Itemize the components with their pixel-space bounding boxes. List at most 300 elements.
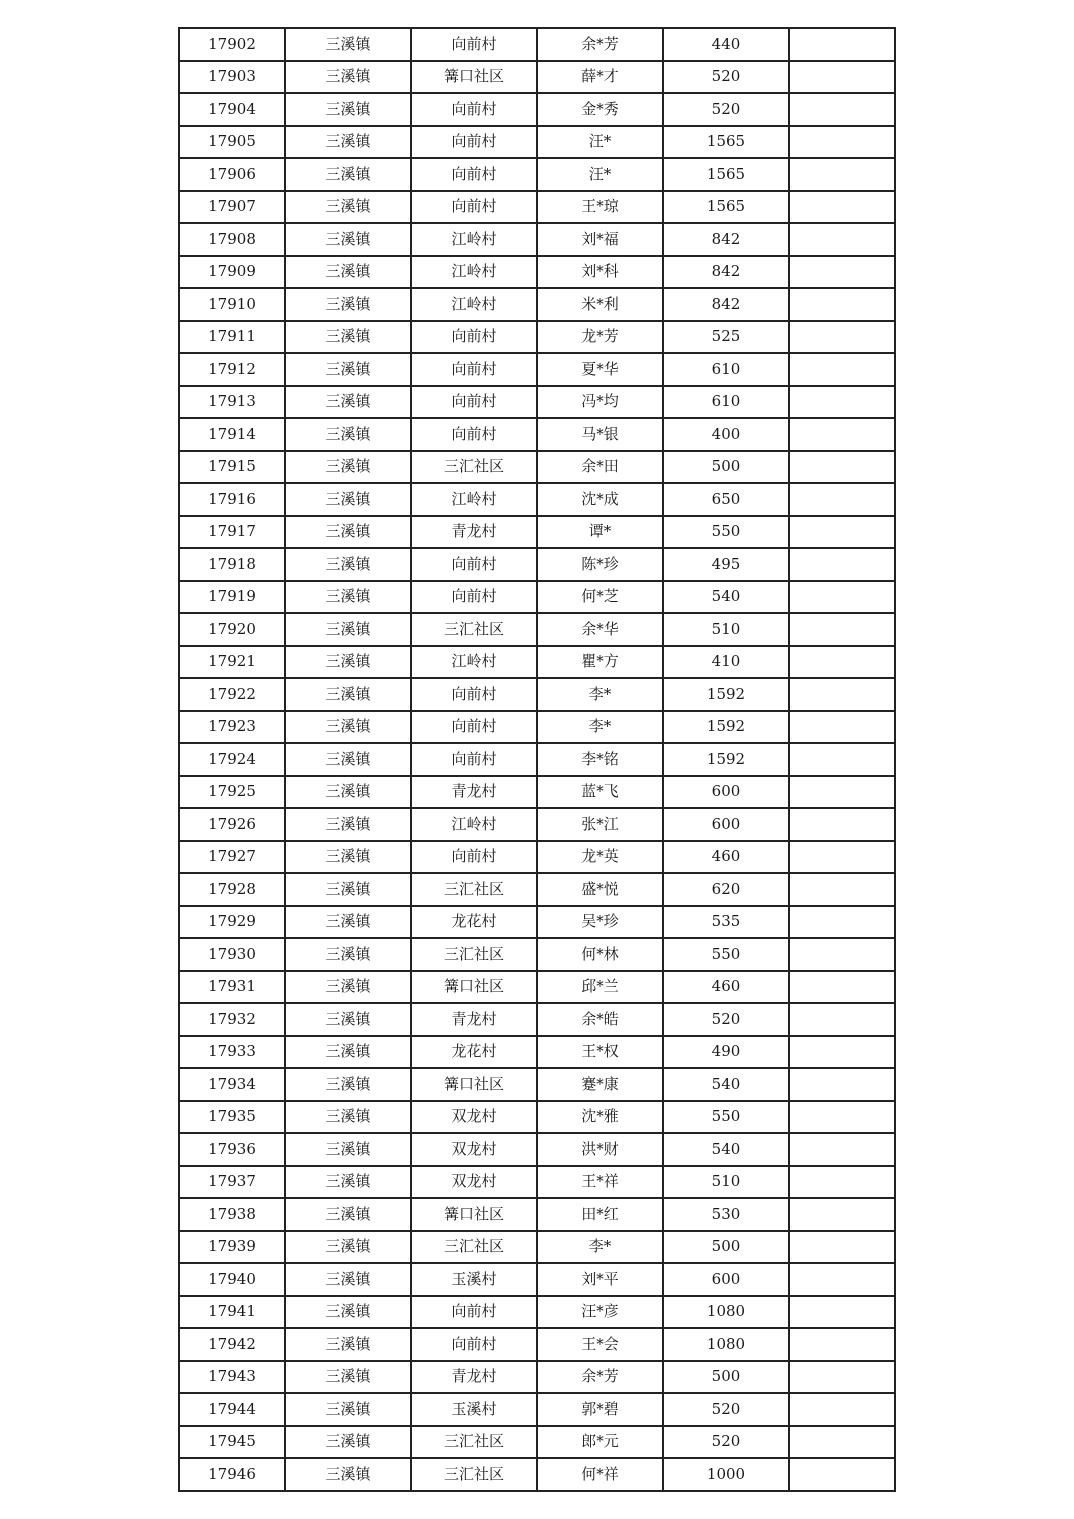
row-number-cell: 17907 [179,191,285,224]
amount-cell: 1592 [663,711,789,744]
remark-cell [789,1426,895,1459]
amount-cell: 540 [663,1133,789,1166]
name-cell: 何*祥 [537,1458,663,1491]
town-cell: 三溪镇 [285,646,411,679]
town-cell: 三溪镇 [285,1393,411,1426]
remark-cell [789,938,895,971]
row-number-cell: 17937 [179,1166,285,1199]
name-cell: 陈*珍 [537,548,663,581]
village-cell: 向前村 [411,548,537,581]
remark-cell [789,1003,895,1036]
remark-cell [789,581,895,614]
table-row [179,841,895,874]
town-cell: 三溪镇 [285,1003,411,1036]
amount-cell: 490 [663,1036,789,1069]
town-cell: 三溪镇 [285,743,411,776]
amount-cell: 495 [663,548,789,581]
village-cell: 三汇社区 [411,873,537,906]
amount-cell: 400 [663,418,789,451]
row-number-cell: 17931 [179,971,285,1004]
remark-cell [789,386,895,419]
name-cell: 何*林 [537,938,663,971]
table-row [179,906,895,939]
row-number-cell: 17943 [179,1361,285,1394]
remark-cell [789,1101,895,1134]
row-number-cell: 17921 [179,646,285,679]
remark-cell [789,1231,895,1264]
name-cell: 田*红 [537,1198,663,1231]
village-cell: 向前村 [411,678,537,711]
amount-cell: 520 [663,61,789,94]
town-cell: 三溪镇 [285,808,411,841]
roster-sheet [178,27,894,1492]
table-row [179,613,895,646]
town-cell: 三溪镇 [285,1231,411,1264]
town-cell: 三溪镇 [285,776,411,809]
row-number-cell: 17904 [179,93,285,126]
table-row [179,126,895,159]
amount-cell: 540 [663,581,789,614]
name-cell: 汪*彦 [537,1296,663,1329]
table-row [179,386,895,419]
row-number-cell: 17940 [179,1263,285,1296]
row-number-cell: 17920 [179,613,285,646]
remark-cell [789,256,895,289]
remark-cell [789,223,895,256]
village-cell: 向前村 [411,191,537,224]
table-row [179,1263,895,1296]
name-cell: 汪* [537,126,663,159]
remark-cell [789,841,895,874]
roster-table [178,27,896,1492]
name-cell: 马*银 [537,418,663,451]
village-cell: 江岭村 [411,288,537,321]
remark-cell [789,1328,895,1361]
name-cell: 王*祥 [537,1166,663,1199]
amount-cell: 620 [663,873,789,906]
remark-cell [789,516,895,549]
name-cell: 余*皓 [537,1003,663,1036]
row-number-cell: 17917 [179,516,285,549]
row-number-cell: 17942 [179,1328,285,1361]
village-cell: 向前村 [411,28,537,61]
town-cell: 三溪镇 [285,516,411,549]
table-row [179,1296,895,1329]
village-cell: 三汇社区 [411,1231,537,1264]
town-cell: 三溪镇 [285,613,411,646]
village-cell: 青龙村 [411,776,537,809]
remark-cell [789,711,895,744]
village-cell: 向前村 [411,93,537,126]
row-number-cell: 17913 [179,386,285,419]
remark-cell [789,126,895,159]
amount-cell: 550 [663,1101,789,1134]
amount-cell: 842 [663,256,789,289]
amount-cell: 842 [663,223,789,256]
row-number-cell: 17902 [179,28,285,61]
town-cell: 三溪镇 [285,158,411,191]
row-number-cell: 17924 [179,743,285,776]
name-cell: 郭*碧 [537,1393,663,1426]
town-cell: 三溪镇 [285,418,411,451]
village-cell: 三汇社区 [411,1458,537,1491]
name-cell: 谭* [537,516,663,549]
name-cell: 余*田 [537,451,663,484]
town-cell: 三溪镇 [285,223,411,256]
remark-cell [789,678,895,711]
remark-cell [789,808,895,841]
remark-cell [789,61,895,94]
table-row [179,1426,895,1459]
village-cell: 向前村 [411,841,537,874]
amount-cell: 535 [663,906,789,939]
name-cell: 吴*珍 [537,906,663,939]
village-cell: 向前村 [411,353,537,386]
table-row [179,353,895,386]
town-cell: 三溪镇 [285,1361,411,1394]
name-cell: 薛*才 [537,61,663,94]
remark-cell [789,906,895,939]
remark-cell [789,288,895,321]
table-row [179,516,895,549]
name-cell: 瞿*方 [537,646,663,679]
name-cell: 蓝*飞 [537,776,663,809]
town-cell: 三溪镇 [285,1068,411,1101]
name-cell: 汪* [537,158,663,191]
town-cell: 三溪镇 [285,256,411,289]
town-cell: 三溪镇 [285,711,411,744]
name-cell: 刘*科 [537,256,663,289]
table-row [179,418,895,451]
name-cell: 王*琼 [537,191,663,224]
table-row [179,28,895,61]
remark-cell [789,1458,895,1491]
row-number-cell: 17933 [179,1036,285,1069]
amount-cell: 460 [663,971,789,1004]
amount-cell: 600 [663,776,789,809]
village-cell: 三汇社区 [411,1426,537,1459]
row-number-cell: 17915 [179,451,285,484]
row-number-cell: 17925 [179,776,285,809]
village-cell: 篝口社区 [411,1198,537,1231]
village-cell: 双龙村 [411,1101,537,1134]
remark-cell [789,321,895,354]
village-cell: 篝口社区 [411,1068,537,1101]
remark-cell [789,548,895,581]
row-number-cell: 17934 [179,1068,285,1101]
table-row [179,938,895,971]
remark-cell [789,158,895,191]
village-cell: 双龙村 [411,1133,537,1166]
table-row [179,1101,895,1134]
town-cell: 三溪镇 [285,93,411,126]
amount-cell: 1565 [663,158,789,191]
table-row [179,646,895,679]
town-cell: 三溪镇 [285,451,411,484]
remark-cell [789,873,895,906]
amount-cell: 842 [663,288,789,321]
name-cell: 李* [537,1231,663,1264]
town-cell: 三溪镇 [285,938,411,971]
row-number-cell: 17926 [179,808,285,841]
amount-cell: 610 [663,386,789,419]
table-row [179,1198,895,1231]
table-row [179,743,895,776]
row-number-cell: 17944 [179,1393,285,1426]
amount-cell: 1565 [663,191,789,224]
town-cell: 三溪镇 [285,288,411,321]
amount-cell: 1592 [663,678,789,711]
table-row [179,1166,895,1199]
amount-cell: 520 [663,1393,789,1426]
town-cell: 三溪镇 [285,581,411,614]
name-cell: 冯*均 [537,386,663,419]
table-row [179,61,895,94]
amount-cell: 530 [663,1198,789,1231]
table-row [179,191,895,224]
row-number-cell: 17932 [179,1003,285,1036]
town-cell: 三溪镇 [285,61,411,94]
name-cell: 余*芳 [537,28,663,61]
row-number-cell: 17923 [179,711,285,744]
roster-table-body [179,28,895,1491]
village-cell: 篝口社区 [411,61,537,94]
amount-cell: 550 [663,938,789,971]
amount-cell: 650 [663,483,789,516]
amount-cell: 410 [663,646,789,679]
town-cell: 三溪镇 [285,906,411,939]
remark-cell [789,1166,895,1199]
row-number-cell: 17938 [179,1198,285,1231]
row-number-cell: 17928 [179,873,285,906]
village-cell: 篝口社区 [411,971,537,1004]
row-number-cell: 17935 [179,1101,285,1134]
table-row [179,776,895,809]
amount-cell: 1592 [663,743,789,776]
table-row [179,93,895,126]
remark-cell [789,1198,895,1231]
row-number-cell: 17945 [179,1426,285,1459]
amount-cell: 610 [663,353,789,386]
town-cell: 三溪镇 [285,28,411,61]
town-cell: 三溪镇 [285,321,411,354]
town-cell: 三溪镇 [285,971,411,1004]
row-number-cell: 17911 [179,321,285,354]
town-cell: 三溪镇 [285,1296,411,1329]
table-row [179,1328,895,1361]
town-cell: 三溪镇 [285,873,411,906]
village-cell: 江岭村 [411,808,537,841]
row-number-cell: 17903 [179,61,285,94]
name-cell: 余*芳 [537,1361,663,1394]
village-cell: 向前村 [411,418,537,451]
remark-cell [789,418,895,451]
name-cell: 蹇*康 [537,1068,663,1101]
table-row [179,1133,895,1166]
village-cell: 青龙村 [411,1361,537,1394]
town-cell: 三溪镇 [285,1198,411,1231]
remark-cell [789,353,895,386]
name-cell: 龙*芳 [537,321,663,354]
amount-cell: 600 [663,808,789,841]
table-row [179,223,895,256]
amount-cell: 1000 [663,1458,789,1491]
row-number-cell: 17912 [179,353,285,386]
table-row [179,873,895,906]
town-cell: 三溪镇 [285,386,411,419]
row-number-cell: 17919 [179,581,285,614]
name-cell: 洪*财 [537,1133,663,1166]
amount-cell: 525 [663,321,789,354]
table-row [179,256,895,289]
amount-cell: 540 [663,1068,789,1101]
village-cell: 江岭村 [411,483,537,516]
village-cell: 向前村 [411,386,537,419]
town-cell: 三溪镇 [285,1101,411,1134]
table-row [179,711,895,744]
town-cell: 三溪镇 [285,1133,411,1166]
table-row [179,1036,895,1069]
amount-cell: 510 [663,1166,789,1199]
amount-cell: 460 [663,841,789,874]
row-number-cell: 17929 [179,906,285,939]
table-row [179,1003,895,1036]
name-cell: 米*利 [537,288,663,321]
row-number-cell: 17906 [179,158,285,191]
amount-cell: 550 [663,516,789,549]
village-cell: 向前村 [411,1296,537,1329]
name-cell: 盛*悦 [537,873,663,906]
remark-cell [789,613,895,646]
name-cell: 刘*平 [537,1263,663,1296]
village-cell: 青龙村 [411,516,537,549]
table-row [179,288,895,321]
name-cell: 刘*福 [537,223,663,256]
remark-cell [789,1296,895,1329]
remark-cell [789,1361,895,1394]
row-number-cell: 17941 [179,1296,285,1329]
remark-cell [789,776,895,809]
village-cell: 江岭村 [411,223,537,256]
town-cell: 三溪镇 [285,1263,411,1296]
village-cell: 玉溪村 [411,1393,537,1426]
name-cell: 邱*兰 [537,971,663,1004]
remark-cell [789,743,895,776]
town-cell: 三溪镇 [285,678,411,711]
village-cell: 三汇社区 [411,613,537,646]
village-cell: 江岭村 [411,646,537,679]
name-cell: 王*会 [537,1328,663,1361]
village-cell: 江岭村 [411,256,537,289]
table-row [179,581,895,614]
village-cell: 双龙村 [411,1166,537,1199]
remark-cell [789,646,895,679]
remark-cell [789,971,895,1004]
town-cell: 三溪镇 [285,1036,411,1069]
row-number-cell: 17916 [179,483,285,516]
name-cell: 李* [537,678,663,711]
name-cell: 余*华 [537,613,663,646]
name-cell: 龙*英 [537,841,663,874]
town-cell: 三溪镇 [285,548,411,581]
village-cell: 向前村 [411,321,537,354]
remark-cell [789,93,895,126]
amount-cell: 510 [663,613,789,646]
village-cell: 向前村 [411,711,537,744]
table-row [179,483,895,516]
table-row [179,451,895,484]
town-cell: 三溪镇 [285,483,411,516]
remark-cell [789,1068,895,1101]
row-number-cell: 17908 [179,223,285,256]
row-number-cell: 17905 [179,126,285,159]
table-row [179,548,895,581]
remark-cell [789,28,895,61]
table-row [179,971,895,1004]
table-row [179,1068,895,1101]
amount-cell: 1565 [663,126,789,159]
amount-cell: 1080 [663,1328,789,1361]
name-cell: 郎*元 [537,1426,663,1459]
town-cell: 三溪镇 [285,1328,411,1361]
amount-cell: 500 [663,451,789,484]
table-row [179,321,895,354]
amount-cell: 440 [663,28,789,61]
town-cell: 三溪镇 [285,353,411,386]
table-row [179,1393,895,1426]
village-cell: 向前村 [411,126,537,159]
name-cell: 金*秀 [537,93,663,126]
name-cell: 王*权 [537,1036,663,1069]
row-number-cell: 17910 [179,288,285,321]
table-row [179,808,895,841]
town-cell: 三溪镇 [285,126,411,159]
row-number-cell: 17930 [179,938,285,971]
village-cell: 龙花村 [411,906,537,939]
remark-cell [789,451,895,484]
amount-cell: 520 [663,93,789,126]
remark-cell [789,1036,895,1069]
amount-cell: 520 [663,1426,789,1459]
table-row [179,678,895,711]
village-cell: 三汇社区 [411,451,537,484]
village-cell: 向前村 [411,581,537,614]
remark-cell [789,1263,895,1296]
amount-cell: 500 [663,1231,789,1264]
name-cell: 李* [537,711,663,744]
village-cell: 向前村 [411,1328,537,1361]
amount-cell: 1080 [663,1296,789,1329]
table-row [179,1231,895,1264]
village-cell: 玉溪村 [411,1263,537,1296]
village-cell: 青龙村 [411,1003,537,1036]
table-row [179,1458,895,1491]
name-cell: 李*铭 [537,743,663,776]
amount-cell: 500 [663,1361,789,1394]
row-number-cell: 17914 [179,418,285,451]
village-cell: 三汇社区 [411,938,537,971]
row-number-cell: 17922 [179,678,285,711]
town-cell: 三溪镇 [285,1166,411,1199]
amount-cell: 600 [663,1263,789,1296]
row-number-cell: 17936 [179,1133,285,1166]
row-number-cell: 17927 [179,841,285,874]
table-row [179,1361,895,1394]
amount-cell: 520 [663,1003,789,1036]
remark-cell [789,191,895,224]
name-cell: 沈*雅 [537,1101,663,1134]
row-number-cell: 17918 [179,548,285,581]
